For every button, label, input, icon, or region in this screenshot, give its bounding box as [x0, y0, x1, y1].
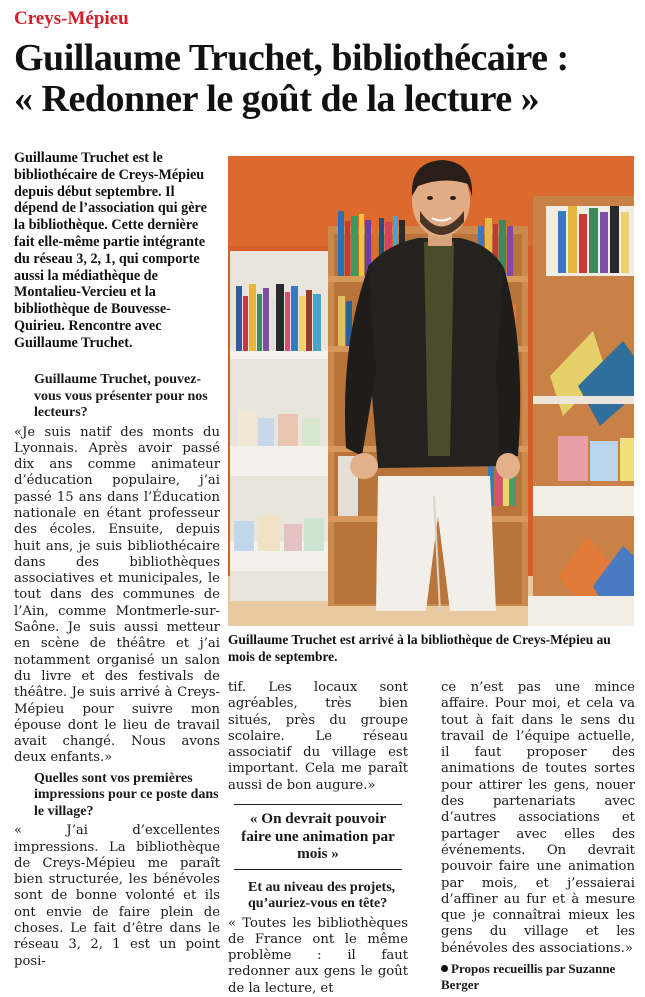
- photo-caption: Guillaume Truchet est arrivé à la bibliothèque de Creys-Mépieu au mois de septembre.: [228, 632, 611, 664]
- headline-line-2: « Redonner le goût de la lecture »: [14, 78, 540, 120]
- answer-1: «Je suis natif des monts du Lyonnais. Après avoir passé dix ans comme animateur d’éducation populaire, j’ai passé 15 ans dans l’Éducation nationale en étant professeur des écoles. Ensuite, depuis huit ans, je suis bibliothécaire dans des bibliothèques associatives et municipales, le tout dans des communes de l’Ain, comme Montmerle-sur-Saône. Je suis aussi metteur en scène de théâtre et j’ai notamment organisé un salon du livre et des festivals de théâtre. Je suis arrivé à Creys-Mépieu pour suivre mon épouse dont le lieu de travail avait changé. Nous avons deux enfants.»: [14, 424, 220, 766]
- interview-column-3: [441, 680, 635, 993]
- section-rubric: Creys-Mépieu: [14, 8, 129, 29]
- question-3: Et au niveau des projets, qu’auriez-vous en tête?: [248, 879, 396, 912]
- headline-line-1: Guillaume Truchet, bibliothécaire :: [14, 37, 569, 79]
- librarian-photo-illustration: [228, 156, 634, 626]
- article-photo: [228, 156, 634, 626]
- article-headline: [14, 38, 639, 120]
- answer-2-part-1: « J’ai d’excellentes impressions. La bibliothèque de Creys-Mépieu me paraît bien structurée, les bénévoles sont de bonne volonté et ils ont envie de faire plein de choses. Le fait d’être dans le réseau 3, 2, 1 est un point posi-: [14, 823, 220, 969]
- question-2: Quelles sont vos premières impressions pour ce poste dans le village?: [34, 770, 219, 819]
- answer-3-part-2: ce n’est pas une mince affaire. Pour moi, et cela va tout à fait dans le sens du travail de l’équipe actuelle, il faut proposer des animations de toutes sortes pour attirer les gens, nouer des partenariats avec d’autres associations et partager avec elles des événements. On devrait pouvoir faire une animation par mois, et j’essaierai d’affiner au fur et à mesure que je connaîtrai mieux les gens du village et les bénévoles des associations.»: [441, 680, 635, 956]
- bullet-icon: [441, 965, 448, 972]
- answer-2-part-2: tif. Les locaux sont agréables, très bien situés, près du groupe scolaire. Le réseau associatif du village est important. Cela me paraît aussi de bon augure.»: [228, 680, 408, 793]
- interview-column-1: [14, 368, 220, 970]
- interview-column-2: [228, 680, 408, 997]
- answer-3-part-1: « Toutes les bibliothèques de France ont le même problème : il faut redonner aux gens le goût de la lecture, et: [228, 915, 408, 996]
- question-1: Guillaume Truchet, pouvez-vous vous présenter pour nos lecteurs?: [34, 372, 208, 420]
- author-credit: [441, 961, 635, 993]
- pull-quote: « On devrait pouvoir faire une animation par mois »: [234, 804, 402, 870]
- author-credit-text: Propos recueillis par Suzanne Berger: [441, 961, 616, 993]
- article-lead: Guillaume Truchet est le bibliothécaire de Creys-Mépieu depuis début septembre. Il dépend de l’association qui gère la bibliothèque. Cette dernière fait elle-même partie intégrante du réseau 3, 2, 1, qui comporte aussi la médiathèque de Montalieu-Vercieu et la bibliothèque de Bouvesse-Quirieu. Rencontre avec Guillaume Truchet.: [14, 150, 207, 351]
